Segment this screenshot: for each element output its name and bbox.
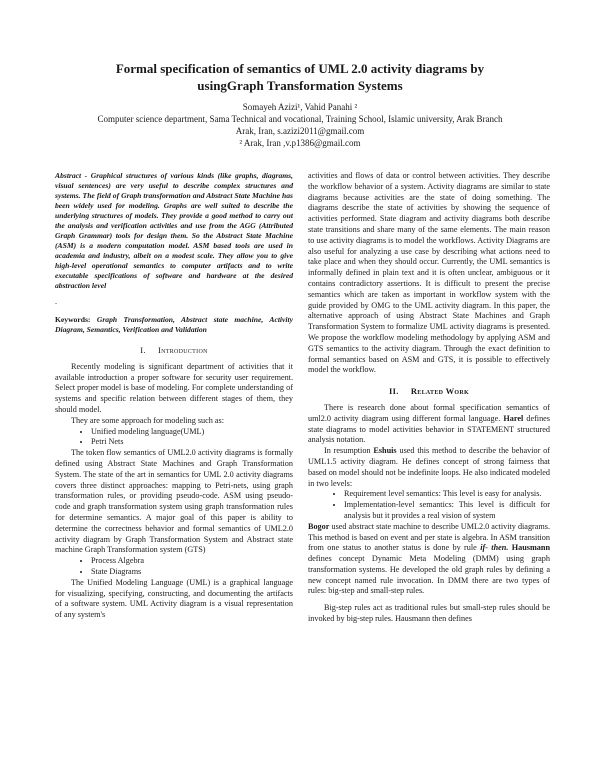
intro-paragraph-2: They are some approach for modeling such as:	[71, 415, 225, 425]
approach-list-2	[55, 556, 293, 578]
related-p2b-text: used this method to describe the behavior of UML1.5 activity diagram. He defines concept of strong fairness that based on model should not be indefinite loops. He also indicated modeled in two levels:	[308, 446, 550, 488]
abstract-text: Graphical structures of various kinds (like graphs, diagrams, visual sentences) are very useful to describe complex structures and systems. The field of Graph transformation and Abstract State Machine has been widely used for modeling. Graphs are well suited to describe the underlying structures of models. They provide a good method to carry out the analysis and verification activities and use from the AGG (Attributed Graph Grammar) tools for design them. So the Abstract State Machine (ASM) is a modern computation model. ASM based tools are used in academia and industry, albeit on a modest scale. They allow you to give high-level operational semantics to computer artifacts and to write executable specifications of software and hardware at the desired abstraction level	[55, 171, 294, 290]
intro-continuation: activities and flows of data or control between activities. They describe the workflow behavior of a system. Activity diagrams are similar to state diagrams because activities are the state of doing something. The diagrams describe the state of activities by showing the sequence of activities performed. State diagram and activity diagrams both describe state transitions and share many of the same elements. The main reason to use activity diagrams is to model the workflows. Activity Diagrams are also useful for analyzing a use case by describing what actions need to take place and when they should occur. Currently, the UML semantics is informally defined in plain text and it is often unclear, ambiguous or it contains contradictory assertions. It is difficult to present the precise semantics which are taken as important in workflow system with the guide provided by OMG to the UML activity diagram. In this paper, the alternative approach of using Abstract State Machines and Graph Transformation System to formalize UML activity diagrams is presented. We propose the workflow modeling methodology by applying ASM and GTS semantics to the activity diagram. Through the exact definition to formal semantics based on ASM and GTS, it is possible to effectively model the workflow.	[308, 171, 550, 375]
related-p1b-text: defines state diagrams to model activities behavior in STATEMENT structured analysis notation.	[308, 413, 550, 445]
list-item: • State Diagrams	[91, 567, 293, 578]
related-work-heading	[308, 386, 550, 397]
bogor-name: Bogor	[308, 521, 330, 531]
intro-heading	[55, 345, 293, 356]
title-line-1: Formal specification of semantics of UML 2.0 activity diagrams by	[115, 61, 485, 76]
abstract-lead: Abstract -	[55, 171, 88, 180]
if-then-term: if- then.	[480, 543, 509, 553]
keywords-text: Graph Transformation, Abstract state machine, Activity Diagram, Semantics, Verification and Validation	[55, 315, 293, 334]
abstract	[55, 171, 293, 291]
list-item: • Requirement level semantics: This level is easy for analysis.	[344, 489, 550, 500]
related-paragraph-2	[308, 446, 550, 489]
related-p1-text: There is research done about formal specification semantics of uml2.0 activity diagram using different formal language.	[308, 402, 550, 423]
intro-heading-num: I.	[140, 345, 146, 355]
author-names: Somayeh Azizi¹, Vahid Panahi ²	[242, 102, 358, 112]
list-item: • Petri Nets	[91, 437, 293, 448]
modeling-approach-list	[55, 427, 293, 449]
keywords	[55, 315, 293, 335]
keywords-label: Keywords:	[55, 315, 91, 324]
left-column	[55, 171, 293, 621]
right-column	[308, 171, 550, 625]
semantics-levels-list	[308, 489, 550, 521]
related-heading-text: Related Work	[410, 386, 469, 397]
list-item: • Process Algebra	[91, 556, 293, 567]
hausmann-name: Hausmann	[511, 543, 551, 553]
intro-paragraph-1: Recently modeling is significant department of activities that it available introduction a proper software for security user requirement. Select proper model is base of modeling. For complete understanding of systems and specific relation between different stages of them, they should model.	[55, 361, 293, 414]
author-block	[40, 101, 560, 149]
abstract-dot: .	[55, 297, 58, 306]
related-p3a-text: used abstract state machine to describe UML2.0 activity diagrams. This method is based on event and per state is algebra. In ASM transition from one status to another status is done by rule	[308, 521, 550, 553]
eshuis-name: Eshuis	[373, 446, 397, 456]
intro-paragraph-4: The Unified Modeling Language (UML) is a graphical language for visualizing, specifying, constructing, and documenting the artifacts of a software system. UML Activity diagram is a visual representation of any system's	[55, 577, 293, 620]
author-address-2: ² Arak, Iran ,v.p1386@gmail.com	[239, 138, 361, 148]
related-paragraph-4: Big-step rules act as traditional rules but small-step rules should be invoked by big-step rules. Hausmann then defines	[308, 603, 550, 624]
related-paragraph-1	[308, 403, 550, 446]
list-item: • Implementation-level semantics: This level is difficult for analysis but it provides a real vision of system	[344, 500, 550, 522]
related-paragraph-3	[308, 522, 550, 598]
related-p3b-text: defines concept Dynamic Meta Modeling (DMM) using graph transformation systems. He developed the old graph rules by defining a new concept named rule invocation. In DMM there are two types of rules: big-step and small-step rules.	[308, 554, 550, 596]
related-p2a-text: In resumption	[324, 446, 374, 456]
title-line-2: usingGraph Transformation Systems	[197, 78, 403, 93]
related-heading-num: II.	[389, 386, 399, 397]
author-address-1: Arak, Iran, s.azizi2011@gmail.com	[235, 126, 365, 136]
list-item: • Unified modeling language(UML)	[91, 427, 293, 438]
intro-paragraph-3: The token flow semantics of UML2.0 activity diagrams is formally defined using Abstract State Machines and Graph Transformation System. The state of the art in semantics for UML 2.0 activity diagrams covers three distinct approaches: mapping to Petri-nets, using graph transformation rules, or providing pseudo-code. ASM using pseudo- code and graph transformation system using graph transformation rules for determine semantics. A major goal of this paper is ability to determine the correctness behavior and formal semantics of UML2.0 activity diagram by Graph Transformation System and Abstract state machine Graph Transformation system (GTS)	[55, 448, 293, 555]
author-affiliation: Computer science department, Sama Technical and vocational, Training School, Islamic university, Arak Branch	[97, 114, 503, 124]
harel-name: Harel	[503, 413, 524, 423]
paper-title	[80, 60, 520, 94]
intro-heading-text: Introduction	[157, 345, 208, 355]
